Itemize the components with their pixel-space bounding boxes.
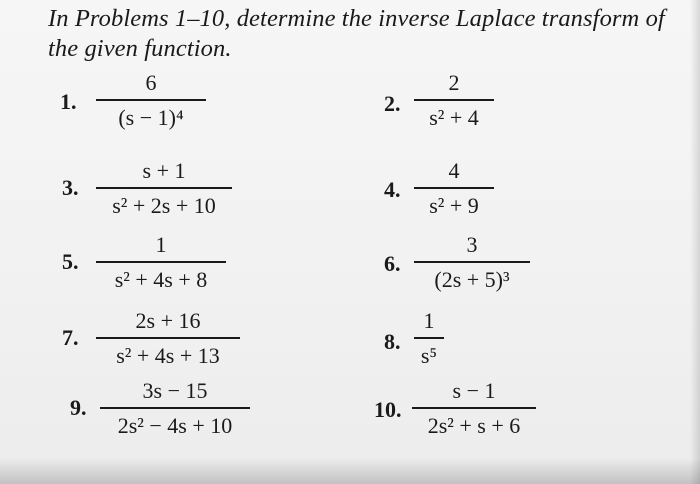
fraction [96,158,232,219]
problem-number: 10. [374,397,402,422]
numerator: 2s + 16 [135,308,201,333]
denominator: s⁵ [420,342,438,368]
denominator: s² + 4s + 8 [114,266,208,292]
fraction [96,70,206,131]
problem-number: 4. [384,177,401,202]
instructions-text: In Problems 1–10, determine the inverse Laplace transform of the given function. [48,5,665,62]
fraction [96,308,240,369]
numerator: s − 1 [452,378,496,403]
denominator: (s − 1)⁴ [118,104,184,130]
fraction-bar [414,99,494,101]
fraction-bar [96,337,240,339]
page-edge-shadow [0,458,700,484]
fraction-bar [96,261,226,263]
fraction [414,232,530,293]
problem-number: 9. [70,395,87,420]
denominator: 2s² + s + 6 [427,412,521,438]
fraction-bar [96,187,232,189]
numerator: s + 1 [142,158,186,183]
denominator: (2s + 5)³ [434,266,510,292]
fraction-bar [414,261,530,263]
numerator: 3 [466,232,478,257]
fraction [100,378,250,439]
fraction-bar [100,407,250,409]
denominator: s² + 2s + 10 [112,192,216,218]
fraction [414,70,494,131]
denominator: s² + 9 [429,192,479,218]
denominator: s² + 4 [429,104,479,130]
numerator: 6 [145,70,157,95]
fraction [414,158,494,219]
denominator: 2s² − 4s + 10 [117,412,233,438]
problem-number: 2. [384,91,401,116]
problem-number: 1. [60,89,77,114]
fraction [412,378,536,439]
numerator: 2 [448,70,460,95]
problem-number: 7. [62,325,79,350]
problem-number: 3. [62,175,79,200]
fraction [96,232,226,293]
fraction-bar [414,337,444,339]
problem-number: 5. [62,249,79,274]
fraction-bar [414,187,494,189]
fraction-bar [96,99,206,101]
numerator: 3s − 15 [142,378,208,403]
fraction-bar [412,407,536,409]
problem-number: 6. [384,251,401,276]
numerator: 1 [155,232,167,257]
numerator: 4 [448,158,460,183]
numerator: 1 [423,308,435,333]
problem-number: 8. [384,329,401,354]
denominator: s² + 4s + 13 [116,342,220,368]
fraction [414,308,444,369]
page-side-shadow [690,0,700,484]
